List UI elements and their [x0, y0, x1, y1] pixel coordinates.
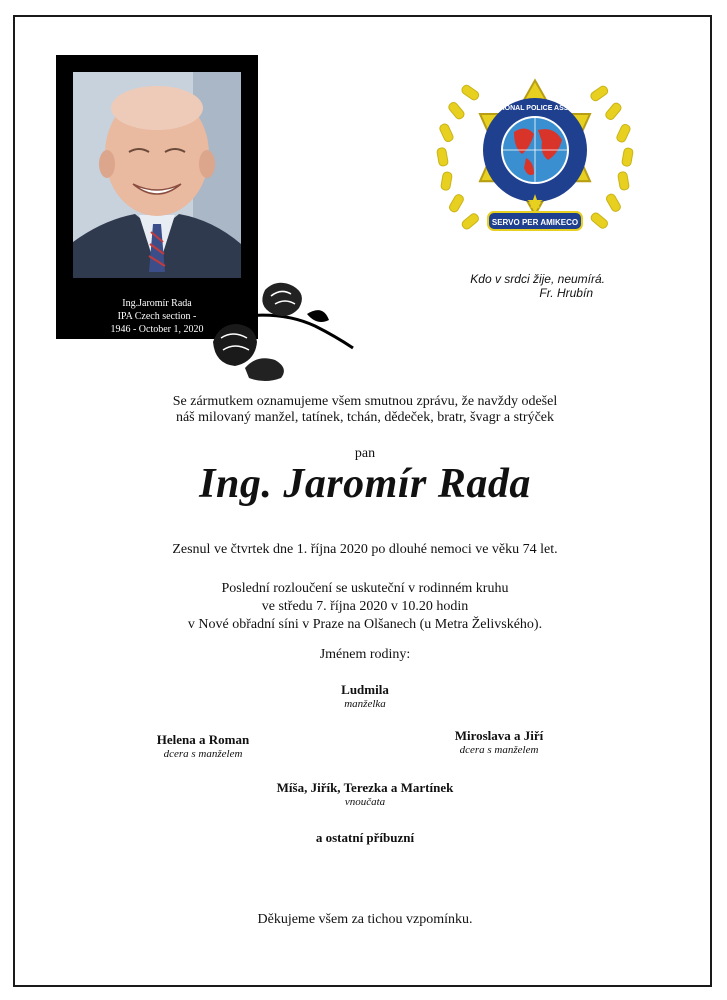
quote-block — [405, 272, 605, 300]
grandchildren-names: Míša, Jiřík, Terezka a Martínek — [276, 780, 454, 795]
left-relation: dcera s manželem — [163, 748, 243, 760]
right-names: Miroslava a Jiří — [454, 728, 544, 743]
left-names: Helena a Roman — [156, 732, 250, 747]
caption-org: IPA Czech section - — [117, 311, 197, 322]
other-relatives: a ostatní příbuzní — [315, 830, 415, 845]
family-right — [399, 728, 599, 756]
wife-name: Ludmila — [341, 682, 389, 697]
family-left — [103, 732, 303, 760]
family-heading: Jménem rodiny: — [319, 647, 411, 662]
portrait-photo — [73, 72, 241, 278]
farewell-line-1: Poslední rozloučení se uskuteční v rodinném kruhu — [221, 581, 509, 596]
ipa-logo — [430, 62, 640, 252]
logo-banner-text: SERVO PER AMIKECO — [491, 218, 579, 227]
thanks-line: Děkujeme všem za tichou vzpomínku. — [257, 912, 473, 927]
farewell-line-3: v Nové obřadní síni v Praze na Olšanech (u Metra Želivského). — [187, 617, 543, 632]
quote-text: Kdo v srdci žije, neumírá. — [470, 272, 605, 286]
grandchildren-relation: vnoučata — [344, 796, 386, 808]
logo-arc-text: INTERNATIONAL POLICE ASSOCIATION — [467, 105, 603, 112]
deceased-name: Ing. Jaromír Rada — [199, 461, 531, 507]
announcement-line-1: Se zármutkem oznamujeme všem smutnou zprávu, že navždy odešel — [172, 394, 558, 409]
death-notice: Zesnul ve čtvrtek dne 1. října 2020 po dlouhé nemoci ve věku 74 let. — [172, 542, 558, 557]
right-relation: dcera s manželem — [459, 744, 539, 756]
title-pan: pan — [354, 446, 376, 461]
wife-relation: manželka — [344, 698, 386, 710]
caption-dates: 1946 - October 1, 2020 — [110, 324, 204, 335]
caption-name: Ing.Jaromír Rada — [122, 298, 192, 309]
quote-author: Fr. Hrubín — [539, 286, 593, 300]
farewell-line-2: ve středu 7. října 2020 v 10.20 hodin — [261, 599, 469, 614]
announcement-line-2: náš milovaný manžel, tatínek, tchán, dědeček, bratr, švagr a strýček — [175, 410, 555, 425]
rose-illustration — [205, 276, 355, 384]
